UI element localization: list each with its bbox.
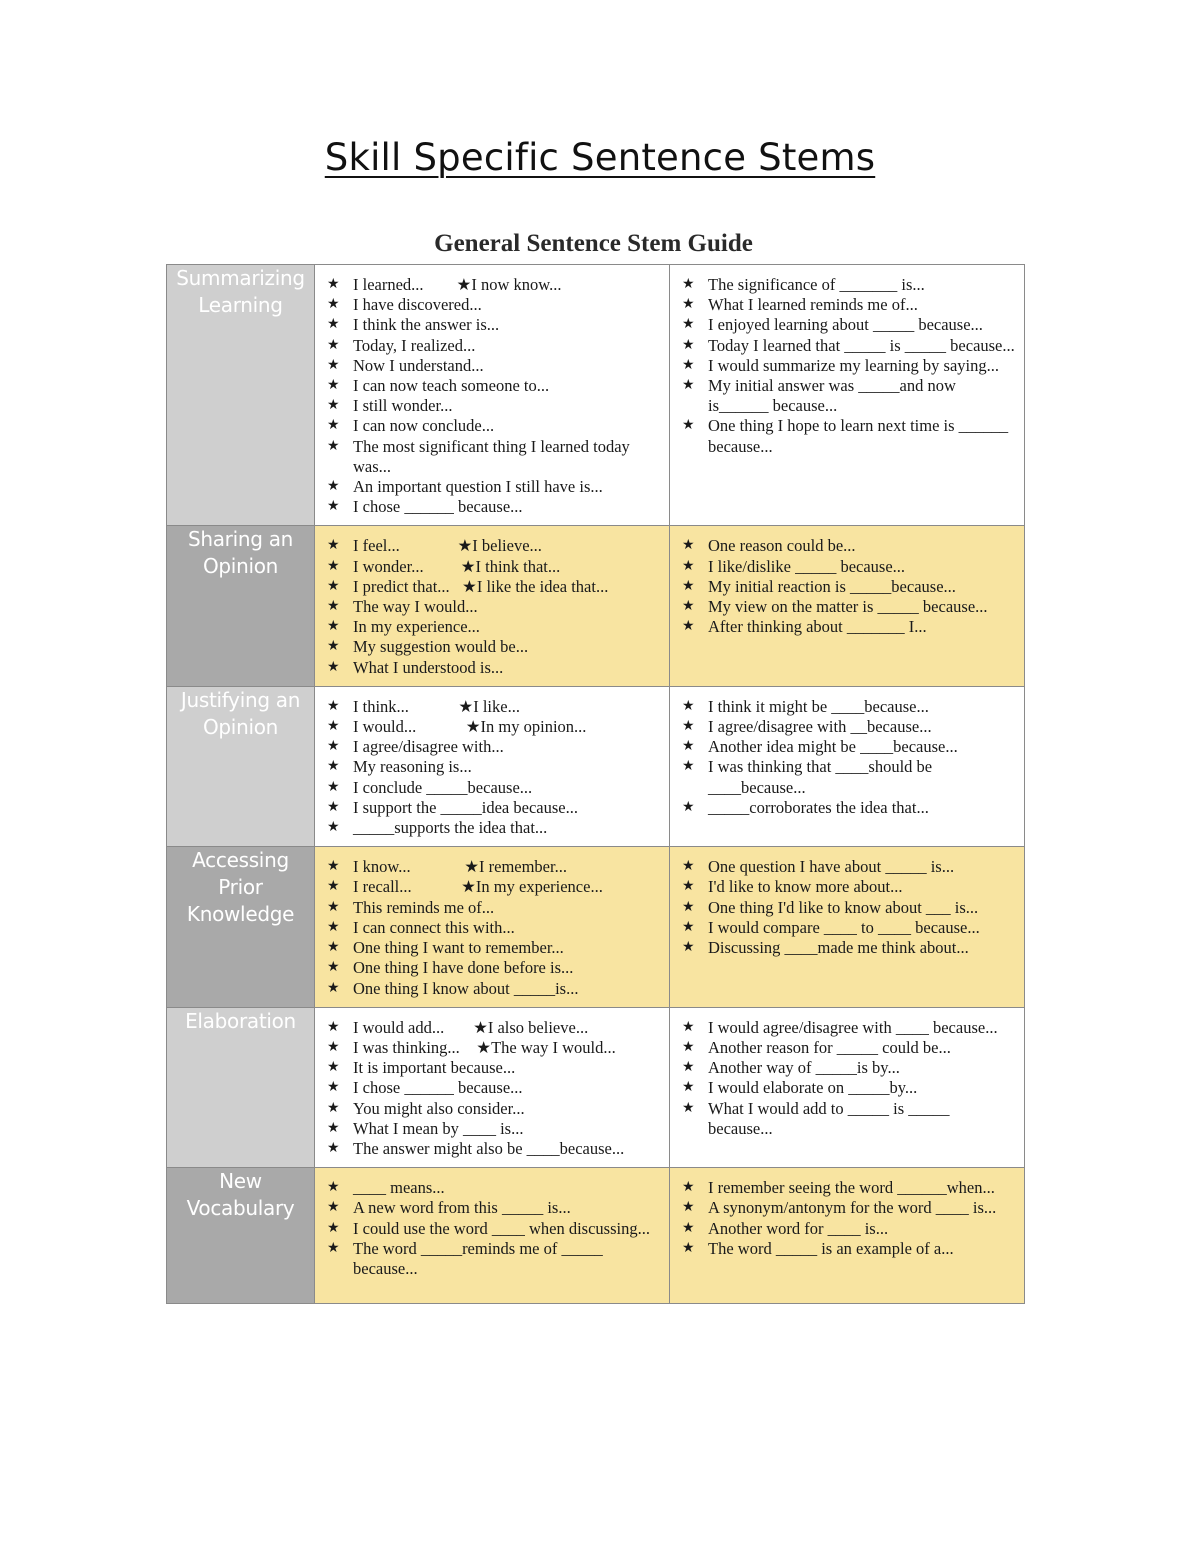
stem-item: [678, 1018, 1016, 1038]
star-icon: ★: [327, 1140, 340, 1156]
stem-list: [315, 265, 669, 525]
stem-item: [323, 597, 661, 617]
star-icon: ★: [327, 578, 340, 594]
star-icon: ★: [682, 940, 695, 956]
star-icon: ★: [327, 1080, 340, 1096]
stem-item: [678, 857, 1016, 877]
star-icon: ★: [682, 538, 695, 554]
star-icon: ★: [682, 1080, 695, 1096]
star-icon: ★: [682, 698, 695, 714]
stem-item: [323, 396, 661, 416]
star-icon: ★: [327, 277, 340, 292]
star-icon: ★: [682, 1019, 695, 1035]
stem-text: I would... ★In my opinion...: [353, 717, 587, 737]
stem-item: [323, 1058, 661, 1078]
stem-item: [678, 1198, 1016, 1218]
stem-text: I enjoyed learning about _____ because...: [708, 315, 983, 335]
stem-item: [323, 697, 661, 717]
star-icon: ★: [327, 398, 340, 414]
star-icon: ★: [682, 1220, 695, 1236]
stem-text: I predict that... ★I like the idea that...: [353, 576, 609, 596]
table-row: [167, 686, 1025, 846]
stem-text: I agree/disagree with...: [353, 737, 504, 757]
stem-list: [670, 1168, 1024, 1267]
stems-right-cell: [670, 526, 1025, 686]
star-icon: ★: [327, 599, 340, 615]
star-icon: ★: [682, 899, 695, 915]
stems-left-cell: [315, 526, 670, 686]
stem-text: I support the _____idea because...: [353, 797, 578, 817]
star-icon: ★: [327, 1019, 340, 1035]
stem-text: I was thinking... ★The way I would...: [353, 1037, 616, 1057]
stem-text: The word _____ is an example of a...: [708, 1238, 954, 1258]
stem-list: [315, 847, 669, 1006]
star-icon: ★: [682, 1200, 695, 1216]
stem-text: It is important because...: [353, 1058, 516, 1078]
star-icon: ★: [327, 719, 340, 735]
star-icon: ★: [327, 899, 340, 915]
stem-item: [323, 1219, 661, 1239]
star-icon: ★: [327, 799, 340, 815]
stem-text: I recall... ★In my experience...: [353, 877, 603, 897]
stem-item: [678, 617, 1016, 637]
stem-text: The way I would...: [353, 597, 478, 617]
stem-item: [323, 336, 661, 356]
stem-text: I chose ______ because...: [353, 497, 523, 517]
star-icon: ★: [682, 799, 695, 815]
stem-list: [315, 526, 669, 685]
category-label: Justifying an Opinion: [167, 686, 315, 846]
stem-item: [323, 1198, 661, 1218]
table-row: [167, 1007, 1025, 1167]
stems-left-cell: [315, 686, 670, 846]
table-row: [167, 265, 1025, 526]
table-row: [167, 526, 1025, 686]
stem-item: [678, 557, 1016, 577]
stems-right-cell: [670, 265, 1025, 526]
star-icon: ★: [682, 277, 695, 292]
stem-text: What I learned reminds me of...: [708, 295, 918, 315]
star-icon: ★: [327, 659, 340, 675]
stem-item: [678, 376, 1016, 416]
stem-item: [678, 597, 1016, 617]
star-icon: ★: [327, 1180, 340, 1196]
stem-text: Another way of _____is by...: [708, 1058, 900, 1078]
star-icon: ★: [682, 317, 695, 333]
stem-text: My reasoning is...: [353, 757, 472, 777]
stem-text: I have discovered...: [353, 295, 482, 315]
stem-text: I feel... ★I believe...: [353, 536, 542, 556]
stem-item: [323, 1119, 661, 1139]
stem-text: I chose ______ because...: [353, 1078, 523, 1098]
star-icon: ★: [327, 378, 340, 394]
star-icon: ★: [682, 1240, 695, 1256]
stem-item: [678, 737, 1016, 757]
star-icon: ★: [327, 538, 340, 554]
stem-list: [670, 1008, 1024, 1147]
star-icon: ★: [327, 779, 340, 795]
star-icon: ★: [682, 719, 695, 735]
stem-text: What I understood is...: [353, 657, 504, 677]
stem-item: [323, 356, 661, 376]
star-icon: ★: [327, 1220, 340, 1236]
star-icon: ★: [327, 619, 340, 635]
stem-text: I would elaborate on _____by...: [708, 1078, 918, 1098]
star-icon: ★: [327, 1200, 340, 1216]
stem-item: [323, 557, 661, 577]
stem-text: A synonym/antonym for the word ____ is...: [708, 1198, 997, 1218]
star-icon: ★: [682, 919, 695, 935]
stem-text: I learned... ★I now know...: [353, 275, 562, 294]
stem-item: [323, 1018, 661, 1038]
stem-item: [678, 1178, 1016, 1198]
stem-list: [670, 526, 1024, 645]
star-icon: ★: [327, 940, 340, 956]
stem-list: [315, 687, 669, 846]
stem-text: I still wonder...: [353, 396, 453, 416]
star-icon: ★: [327, 558, 340, 574]
star-icon: ★: [327, 337, 340, 353]
stem-item: [323, 416, 661, 436]
stem-item: [678, 577, 1016, 597]
stem-text: I would compare ____ to ____ because...: [708, 917, 980, 937]
stem-text: My initial answer was _____and now is______ because...: [708, 376, 961, 416]
stem-text: I can now teach someone to...: [353, 376, 550, 396]
stem-text: One thing I hope to learn next time is ______ because...: [708, 416, 1013, 456]
star-icon: ★: [327, 639, 340, 655]
stem-item: [323, 437, 661, 477]
stem-item: [323, 536, 661, 556]
stem-text: I would add... ★I also believe...: [353, 1017, 589, 1037]
star-icon: ★: [327, 879, 340, 895]
stem-text: One thing I'd like to know about ___ is...: [708, 897, 979, 917]
stem-text: I was thinking that ____should be ____because...: [708, 757, 937, 797]
star-icon: ★: [327, 438, 340, 454]
sentence-stem-table: [166, 264, 1025, 1304]
stem-text: Discussing ____made me think about...: [708, 938, 969, 958]
star-icon: ★: [682, 357, 695, 373]
stem-item: [323, 295, 661, 315]
stem-item: [678, 1038, 1016, 1058]
stem-text: One thing I want to remember...: [353, 938, 564, 958]
category-label: Summarizing Learning: [167, 265, 315, 526]
stem-text: Another idea might be ____because...: [708, 737, 958, 757]
stems-left-cell: [315, 265, 670, 526]
stem-item: [323, 1038, 661, 1058]
stem-text: A new word from this _____ is...: [353, 1198, 571, 1218]
stem-item: [678, 898, 1016, 918]
stem-item: [678, 1239, 1016, 1259]
stem-item: [323, 275, 661, 295]
stem-text: You might also consider...: [353, 1098, 525, 1118]
star-icon: ★: [682, 297, 695, 313]
stems-left-cell: [315, 847, 670, 1007]
star-icon: ★: [682, 859, 695, 875]
stem-text: I like/dislike _____ because...: [708, 556, 906, 576]
stem-text: I would summarize my learning by saying...: [708, 355, 999, 375]
stem-item: [323, 979, 661, 999]
table-row: [167, 847, 1025, 1007]
category-label: New Vocabulary: [167, 1168, 315, 1304]
star-icon: ★: [682, 599, 695, 615]
stem-text: I can now conclude...: [353, 416, 495, 436]
stem-text: _____corroborates the idea that...: [708, 797, 929, 817]
star-icon: ★: [327, 499, 340, 515]
stem-text: ____ means...: [353, 1178, 445, 1198]
stem-item: [678, 356, 1016, 376]
stem-item: [323, 617, 661, 637]
star-icon: ★: [682, 418, 695, 434]
stem-text: I would agree/disagree with ____ because...: [708, 1017, 998, 1037]
stem-item: [323, 637, 661, 657]
stem-item: [323, 497, 661, 517]
star-icon: ★: [327, 960, 340, 976]
stem-item: [678, 938, 1016, 958]
stem-text: After thinking about _______ I...: [708, 617, 927, 637]
stem-item: [323, 958, 661, 978]
stem-item: [323, 315, 661, 335]
stem-item: [323, 818, 661, 838]
category-label: Accessing Prior Knowledge: [167, 847, 315, 1007]
stem-text: I'd like to know more about...: [708, 877, 903, 897]
stem-text: I think the answer is...: [353, 315, 500, 335]
stem-text: I conclude _____because...: [353, 777, 533, 797]
table-row: [167, 1168, 1025, 1304]
star-icon: ★: [327, 479, 340, 495]
stem-text: I agree/disagree with __because...: [708, 717, 932, 737]
stem-item: [323, 857, 661, 877]
star-icon: ★: [327, 919, 340, 935]
stem-item: [323, 1078, 661, 1098]
star-icon: ★: [682, 337, 695, 353]
star-icon: ★: [327, 980, 340, 996]
stems-right-cell: [670, 686, 1025, 846]
page-title: Skill Specific Sentence Stems: [324, 136, 876, 179]
stem-text: Another reason for _____ could be...: [708, 1037, 951, 1057]
stem-text: In my experience...: [353, 617, 480, 637]
stem-item: [323, 1239, 661, 1279]
category-label: Elaboration: [167, 1007, 315, 1167]
star-icon: ★: [327, 859, 340, 875]
table-title: General Sentence Stem Guide: [434, 230, 753, 257]
stem-item: [323, 577, 661, 597]
stem-item: [323, 918, 661, 938]
stem-item: [323, 1139, 661, 1159]
stem-text: I wonder... ★I think that...: [353, 556, 561, 576]
star-icon: ★: [682, 1039, 695, 1055]
stem-list: [670, 265, 1024, 465]
stem-text: The word _____reminds me of _____ because...: [353, 1238, 607, 1278]
star-icon: ★: [682, 1060, 695, 1076]
star-icon: ★: [327, 759, 340, 775]
stem-text: I can connect this with...: [353, 917, 515, 937]
stem-item: [678, 336, 1016, 356]
star-icon: ★: [682, 378, 695, 394]
stem-text: Today, I realized...: [353, 335, 476, 355]
stem-text: The significance of _______ is...: [708, 275, 925, 294]
star-icon: ★: [682, 759, 695, 775]
stem-list: [670, 687, 1024, 826]
stems-left-cell: [315, 1007, 670, 1167]
stems-left-cell: [315, 1168, 670, 1304]
stem-text: I remember seeing the word ______when...: [708, 1178, 995, 1198]
star-icon: ★: [327, 1039, 340, 1055]
stem-list: [315, 1168, 669, 1287]
stem-item: [678, 717, 1016, 737]
stem-item: [323, 477, 661, 497]
stem-text: What I mean by ____ is...: [353, 1118, 524, 1138]
stem-item: [678, 315, 1016, 335]
star-icon: ★: [327, 317, 340, 333]
stem-item: [323, 898, 661, 918]
stem-item: [323, 376, 661, 396]
stem-text: My view on the matter is _____ because...: [708, 597, 988, 617]
star-icon: ★: [327, 297, 340, 313]
star-icon: ★: [682, 578, 695, 594]
stem-item: [678, 1219, 1016, 1239]
stem-item: [323, 757, 661, 777]
stem-text: One thing I have done before is...: [353, 958, 574, 978]
star-icon: ★: [682, 619, 695, 635]
stem-item: [323, 1099, 661, 1119]
stem-item: [323, 737, 661, 757]
star-icon: ★: [682, 558, 695, 574]
stem-text: I think it might be ____because...: [708, 696, 929, 716]
stem-text: My suggestion would be...: [353, 637, 529, 657]
stem-text: I think... ★I like...: [353, 696, 520, 716]
stem-text: This reminds me of...: [353, 897, 495, 917]
stem-item: [678, 295, 1016, 315]
stem-item: [678, 536, 1016, 556]
stem-text: Today I learned that _____ is _____ because...: [708, 335, 1015, 355]
star-icon: ★: [327, 1100, 340, 1116]
stem-item: [323, 798, 661, 818]
stem-list: [670, 847, 1024, 966]
stem-item: [323, 938, 661, 958]
star-icon: ★: [682, 879, 695, 895]
stems-right-cell: [670, 847, 1025, 1007]
stem-item: [323, 717, 661, 737]
star-icon: ★: [682, 1180, 695, 1196]
stems-right-cell: [670, 1168, 1025, 1304]
stem-item: [678, 918, 1016, 938]
star-icon: ★: [327, 418, 340, 434]
stem-item: [678, 416, 1016, 456]
star-icon: ★: [327, 1240, 340, 1256]
stem-text: One thing I know about _____is...: [353, 978, 579, 998]
category-label: Sharing an Opinion: [167, 526, 315, 686]
stem-item: [678, 1099, 1016, 1139]
stem-item: [323, 658, 661, 678]
stem-text: The most significant thing I learned today was...: [353, 436, 634, 476]
stem-item: [678, 877, 1016, 897]
star-icon: ★: [327, 357, 340, 373]
star-icon: ★: [327, 1060, 340, 1076]
star-icon: ★: [682, 739, 695, 755]
stem-text: An important question I still have is...: [353, 477, 603, 497]
star-icon: ★: [682, 1100, 695, 1116]
stems-right-cell: [670, 1007, 1025, 1167]
stem-text: I could use the word ____ when discussing...: [353, 1218, 650, 1238]
stem-item: [323, 778, 661, 798]
stem-item: [678, 275, 1016, 295]
stem-text: What I would add to _____ is _____ because...: [708, 1098, 954, 1138]
stem-item: [678, 798, 1016, 818]
stem-text: Now I understand...: [353, 355, 484, 375]
stem-text: One reason could be...: [708, 536, 856, 556]
stem-text: Another word for ____ is...: [708, 1218, 889, 1238]
stem-text: _____supports the idea that...: [353, 818, 548, 838]
stem-text: The answer might also be ____because...: [353, 1138, 625, 1158]
stem-item: [678, 757, 1016, 797]
stem-item: [323, 1178, 661, 1198]
star-icon: ★: [327, 1120, 340, 1136]
stem-item: [678, 1078, 1016, 1098]
stem-list: [315, 1008, 669, 1167]
stem-text: I know... ★I remember...: [353, 857, 567, 877]
stem-item: [678, 697, 1016, 717]
stem-item: [678, 1058, 1016, 1078]
star-icon: ★: [327, 739, 340, 755]
star-icon: ★: [327, 698, 340, 714]
stem-text: My initial reaction is _____because...: [708, 576, 956, 596]
star-icon: ★: [327, 820, 340, 836]
stem-item: [323, 877, 661, 897]
stem-text: One question I have about _____ is...: [708, 857, 955, 877]
